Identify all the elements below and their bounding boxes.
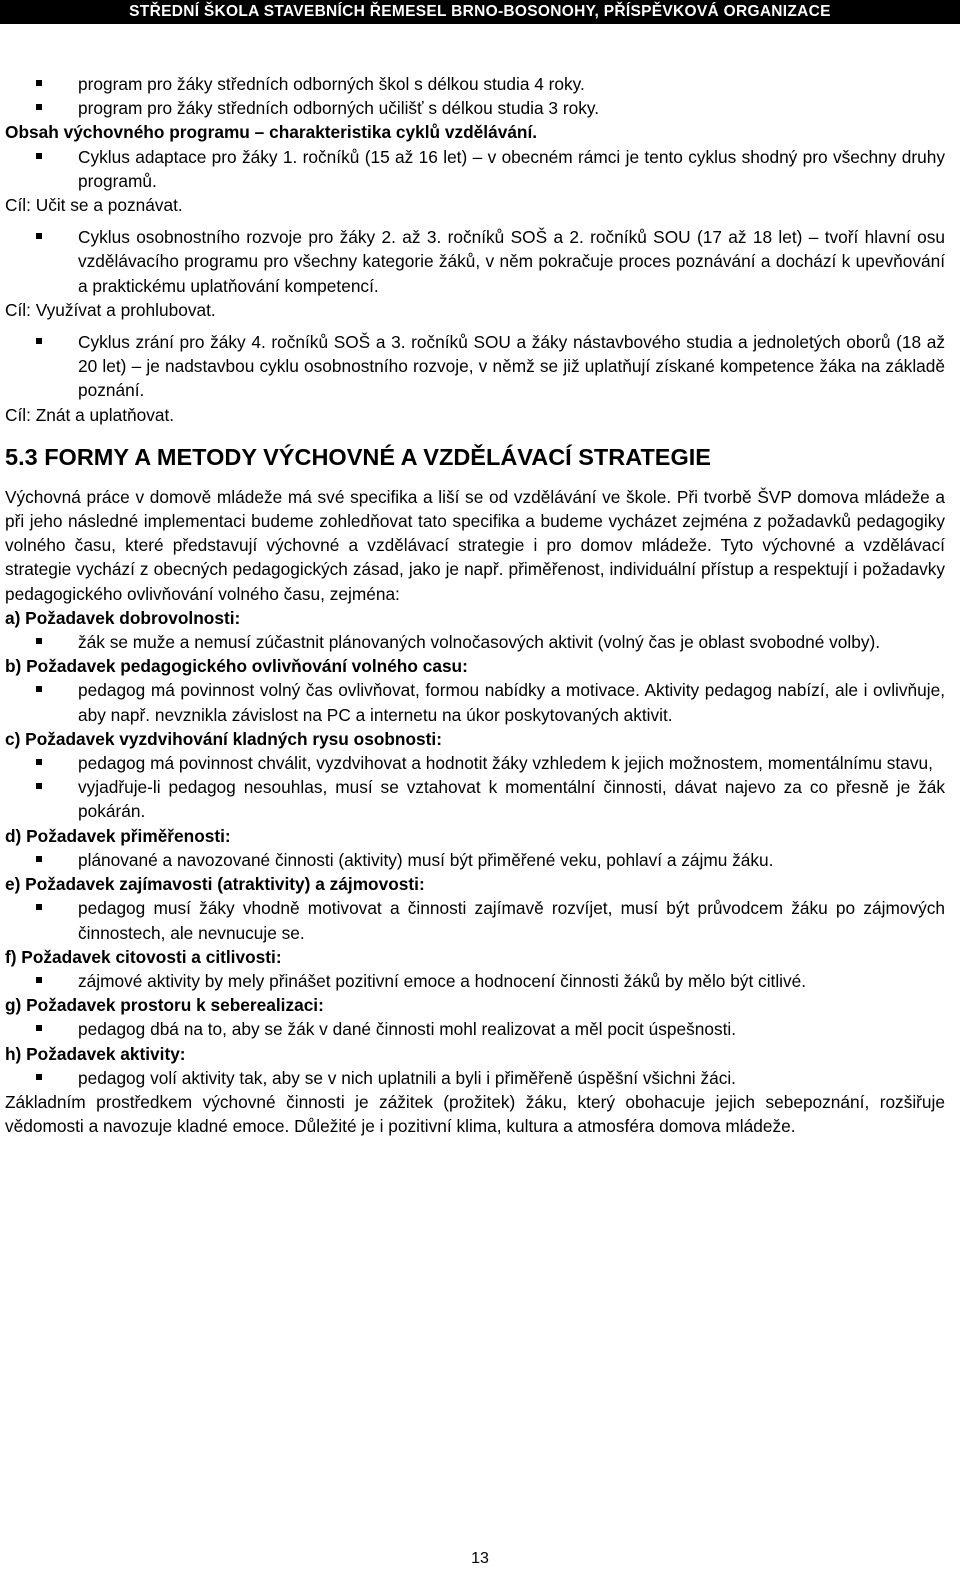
- list-item: [5, 330, 945, 403]
- square-bullet-icon: [36, 104, 42, 110]
- square-bullet-icon: [36, 977, 42, 983]
- requirement-label: c) Požadavek vyzdvihování kladných rysu osobnosti:: [5, 728, 442, 749]
- requirement-label: a) Požadavek dobrovolnosti:: [5, 607, 241, 628]
- square-bullet-icon: [36, 338, 42, 344]
- list-item: [5, 751, 945, 775]
- list-item: [5, 896, 945, 944]
- bullet-text: program pro žáky středních odborných učilišť s délkou studia 3 roky.: [78, 98, 600, 119]
- square-bullet-icon: [36, 80, 42, 86]
- requirement-label: h) Požadavek aktivity:: [5, 1043, 186, 1064]
- page-number: 13: [471, 1550, 489, 1567]
- bullet-text: vyjadřuje-li pedagog nesouhlas, musí se vztahovat k momentální činnosti, dávat najevo za co přesně je žák pokárán.: [78, 777, 945, 822]
- requirement-label: f) Požadavek citovosti a citlivosti:: [5, 946, 282, 967]
- requirement-label: e) Požadavek zajímavosti (atraktivity) a zájmovosti:: [5, 874, 425, 895]
- closing-paragraph: Základním prostředkem výchovné činnosti je zážitek (prožitek) žáku, který obohacuje jejich sebepoznání, rozšiřuje vědomosti a navozuje kladné emoce. Důležité je i pozitivní klima, kultura a atmosféra domova mládeže.: [5, 1091, 945, 1137]
- list-item: [5, 1017, 945, 1041]
- bullet-text: žák se muže a nemusí zúčastnit plánovaných volnočasových aktivit (volný čas je oblast svobodné volby).: [78, 632, 881, 653]
- square-bullet-icon: [36, 153, 42, 159]
- square-bullet-icon: [36, 686, 42, 692]
- list-item: [5, 630, 945, 654]
- cycle-goal: Cíl: Využívat a prohlubovat.: [5, 299, 216, 320]
- bullet-text: plánované a navozované činnosti (aktivity) musí být přiměřené veku, pohlaví a zájmu žáku.: [78, 849, 774, 870]
- section-intro: Výchovná práce v domově mládeže má své specifika a liší se od vzdělávání ve škole. Při tvorbě ŠVP domova mládeže a při jeho následné implementaci budeme zohledňovat tato specifika a budeme vycházet zejména z požadavků pedagogiky volného času, které představují výchovné a vzdělávací strategie i pro domov mládeže. Tyto výchovné a vzdělávací strategie vychází z obecných pedagogických zásad, jako je např. přiměřenost, individuální přístup a respektují i požadavky pedagogického ovlivňování volného času, zejména:: [5, 486, 945, 604]
- square-bullet-icon: [36, 1025, 42, 1031]
- bullet-text: pedagog musí žáky vhodně motivovat a činnosti zajímavě rozvíjet, musí být průvodcem žáku po zájmových činnostech, ale nevnucuje se.: [78, 898, 945, 943]
- requirement-label: d) Požadavek přiměřenosti:: [5, 825, 231, 846]
- bullet-text: Cyklus zrání pro žáky 4. ročníků SOŠ a 3. ročníků SOU a žáky nástavbového studia a jednoletých oborů (18 až 20 let) – je nadstavbou cyklu osobnostního rozvoje, v němž se již uplatňují získané kompetence žáka na základě poznání.: [78, 332, 945, 401]
- square-bullet-icon: [36, 638, 42, 644]
- bullet-text: pedagog má povinnost volný čas ovlivňovat, formou nabídky a motivace. Aktivity pedagog nabízí, ale i ovlivňuje, aby např. nevznikla závislost na PC a internetu na úkor poskytovaných aktivit.: [78, 680, 945, 725]
- list-item: [5, 225, 945, 298]
- square-bullet-icon: [36, 1074, 42, 1080]
- bullet-text: Cyklus osobnostního rozvoje pro žáky 2. až 3. ročníků SOŠ a 2. ročníků SOU (17 až 18 let) – tvoří hlavní osu vzdělávacího programu pro všechny kategorie žáků, v něm pokračuje proces poznávání a dochází k upevňování a praktickému uplatňování kompetencí.: [78, 227, 945, 296]
- cycle-goal: Cíl: Učit se a poznávat.: [5, 195, 183, 216]
- requirement-label: g) Požadavek prostoru k seberealizaci:: [5, 995, 324, 1016]
- bullet-text: program pro žáky středních odborných škol s délkou studia 4 roky.: [78, 74, 585, 94]
- cycles-heading: Obsah výchovného programu – charakteristika cyklů vzdělávání.: [5, 122, 538, 143]
- square-bullet-icon: [36, 856, 42, 862]
- bullet-text: pedagog má povinnost chválit, vyzdvihovat a hodnotit žáky vzhledem k jejich možnostem, momentálnímu stavu,: [78, 753, 933, 774]
- header-title: STŘEDNÍ ŠKOLA STAVEBNÍCH ŘEMESEL BRNO-BOSONOHY, PŘÍSPĚVKOVÁ ORGANIZACE: [129, 3, 831, 20]
- list-item: [5, 848, 945, 872]
- square-bullet-icon: [36, 759, 42, 765]
- cycle-goal: Cíl: Znát a uplatňovat.: [5, 404, 175, 425]
- section-title: 5.3 FORMY A METODY VÝCHOVNÉ A VZDĚLÁVACÍ STRATEGIE: [5, 443, 711, 470]
- list-item: [5, 1066, 945, 1090]
- list-item: [5, 678, 945, 726]
- bullet-text: zájmové aktivity by mely přinášet pozitivní emoce a hodnocení činnosti žáků by mělo být citlivé.: [78, 970, 807, 991]
- list-item: [5, 96, 945, 120]
- bullet-text: Cyklus adaptace pro žáky 1. ročníků (15 až 16 let) – v obecném rámci je tento cyklus shodný pro všechny druhy programů.: [78, 146, 945, 191]
- document-header: [0, 0, 960, 24]
- list-item: [5, 72, 945, 96]
- requirement-label: b) Požadavek pedagogického ovlivňování volného casu:: [5, 656, 468, 677]
- bullet-text: pedagog dbá na to, aby se žák v dané činnosti mohl realizovat a měl pocit úspešnosti.: [78, 1019, 737, 1040]
- list-item: [5, 145, 945, 193]
- bullet-text: pedagog volí aktivity tak, aby se v nich uplatnili a byli i přiměřeně úspěšní všichni žáci.: [78, 1067, 736, 1088]
- list-item: [5, 775, 945, 823]
- square-bullet-icon: [36, 904, 42, 910]
- list-item: [5, 969, 945, 993]
- square-bullet-icon: [36, 783, 42, 789]
- page-content: [5, 72, 945, 1138]
- square-bullet-icon: [36, 233, 42, 239]
